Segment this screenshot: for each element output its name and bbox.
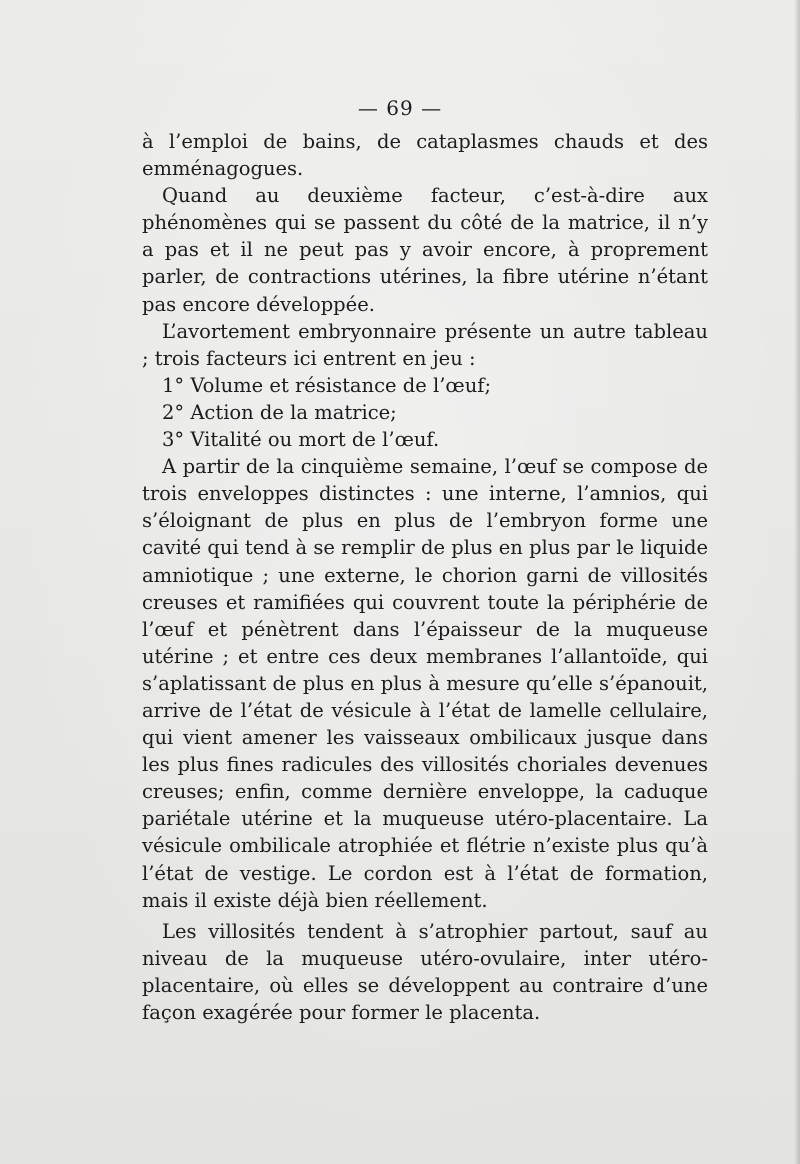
paragraph: Les villosités tendent à s’atrophier partout, sauf au niveau de la muqueuse utéro-ovulaire, inter utéro-placentaire, où elles se développent au contraire d’une façon exagérée pour former le placenta. <box>142 919 708 1024</box>
paragraph-continuation: à l’emploi de bains, de cataplasmes chauds et des emménagogues. <box>142 130 708 181</box>
list-item: 3° Vitalité ou mort de l’œuf. <box>162 428 440 452</box>
page-edge-shadow <box>794 0 800 1164</box>
paragraph: L’avortement embryonnaire présente un autre tableau ; trois facteurs ici entrent en jeu : <box>142 319 708 370</box>
body-text <box>142 128 708 1026</box>
list-item: 2° Action de la matrice; <box>162 400 397 424</box>
page-number: — 69 — <box>357 96 443 120</box>
paragraph: Quand au deuxième facteur, c’est-à-dire aux phénomènes qui se passent du côté de la matrice, il n’y a pas et il ne peut pas y avoir encore, à proprement parler, de contractions utérines, la fibre utérine n’étant pas encore développée. <box>142 184 708 316</box>
paragraph: A partir de la cinquième semaine, l’œuf se compose de trois enveloppes distinctes : une interne, l’amnios, qui s’éloignant de plus en plus de l’embryon forme une cavité qui tend à se remplir de plus en plus par le liquide amniotique ; une externe, le chorion garni de villosités creuses et ramifiées qui couvrent toute la périphérie de l’œuf et pénètrent dans l’épaisseur de la muqueuse utérine ; et entre ces deux membranes l’allantoïde, qui s’aplatissant de plus en plus à mesure qu’elle s’épanouit, arrive de l’état de vésicule à l’état de lamelle cellulaire, qui vient amener les vaisseaux ombilicaux jusque dans les plus fines radicules des villosités choriales devenues creuses; enfin, comme dernière enveloppe, la caduque pariétale utérine et la muqueuse utéro-placentaire. La vésicule ombilicale atrophiée et flétrie n’existe plus qu’à l’état de vestige. Le cordon est à l’état de formation, mais il existe déjà bien réellement. <box>142 455 708 912</box>
list-item: 1° Volume et résistance de l’œuf; <box>162 373 492 397</box>
